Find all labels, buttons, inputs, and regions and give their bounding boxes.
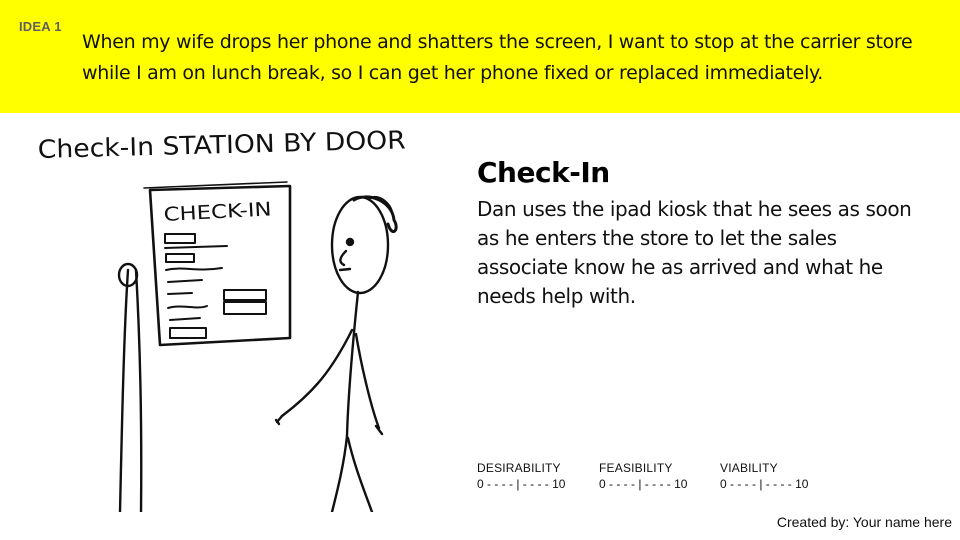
rating-viability xyxy=(720,460,808,492)
rating-label: FEASIBILITY xyxy=(599,461,673,475)
customer-figure xyxy=(276,197,396,512)
scene-description: Dan uses the ipad kiosk that he sees as soon as he enters the store to let the sales associate know he as arrived and what he needs help with. xyxy=(477,197,912,308)
scene-title: Check-In xyxy=(477,156,610,189)
rating-label: DESIRABILITY xyxy=(477,461,561,475)
author-credit: Created by: Your name here xyxy=(776,514,952,530)
storyboard-sketch xyxy=(32,120,422,512)
rating-desirability xyxy=(477,460,565,492)
idea-label: IDEA 1 xyxy=(19,19,62,34)
rating-scale: 0 - - - - | - - - - 10 xyxy=(720,477,809,491)
sketch-caption: Check-In STATION BY DOOR xyxy=(37,125,384,164)
rating-scale: 0 - - - - | - - - - 10 xyxy=(599,477,688,491)
rating-feasibility xyxy=(599,460,687,492)
sign-form-lines xyxy=(165,234,266,338)
rating-scale: 0 - - - - | - - - - 10 xyxy=(477,477,566,491)
idea-banner xyxy=(0,0,960,113)
rating-label: VIABILITY xyxy=(720,461,778,475)
kiosk-stand xyxy=(120,270,141,512)
job-story-statement: When my wife drops her phone and shatters the screen, I want to stop at the carrier store while I am on lunch break, so I can get her phone fixed or replaced immediately. xyxy=(82,31,913,84)
sign-title: CHECK-IN xyxy=(163,199,255,226)
